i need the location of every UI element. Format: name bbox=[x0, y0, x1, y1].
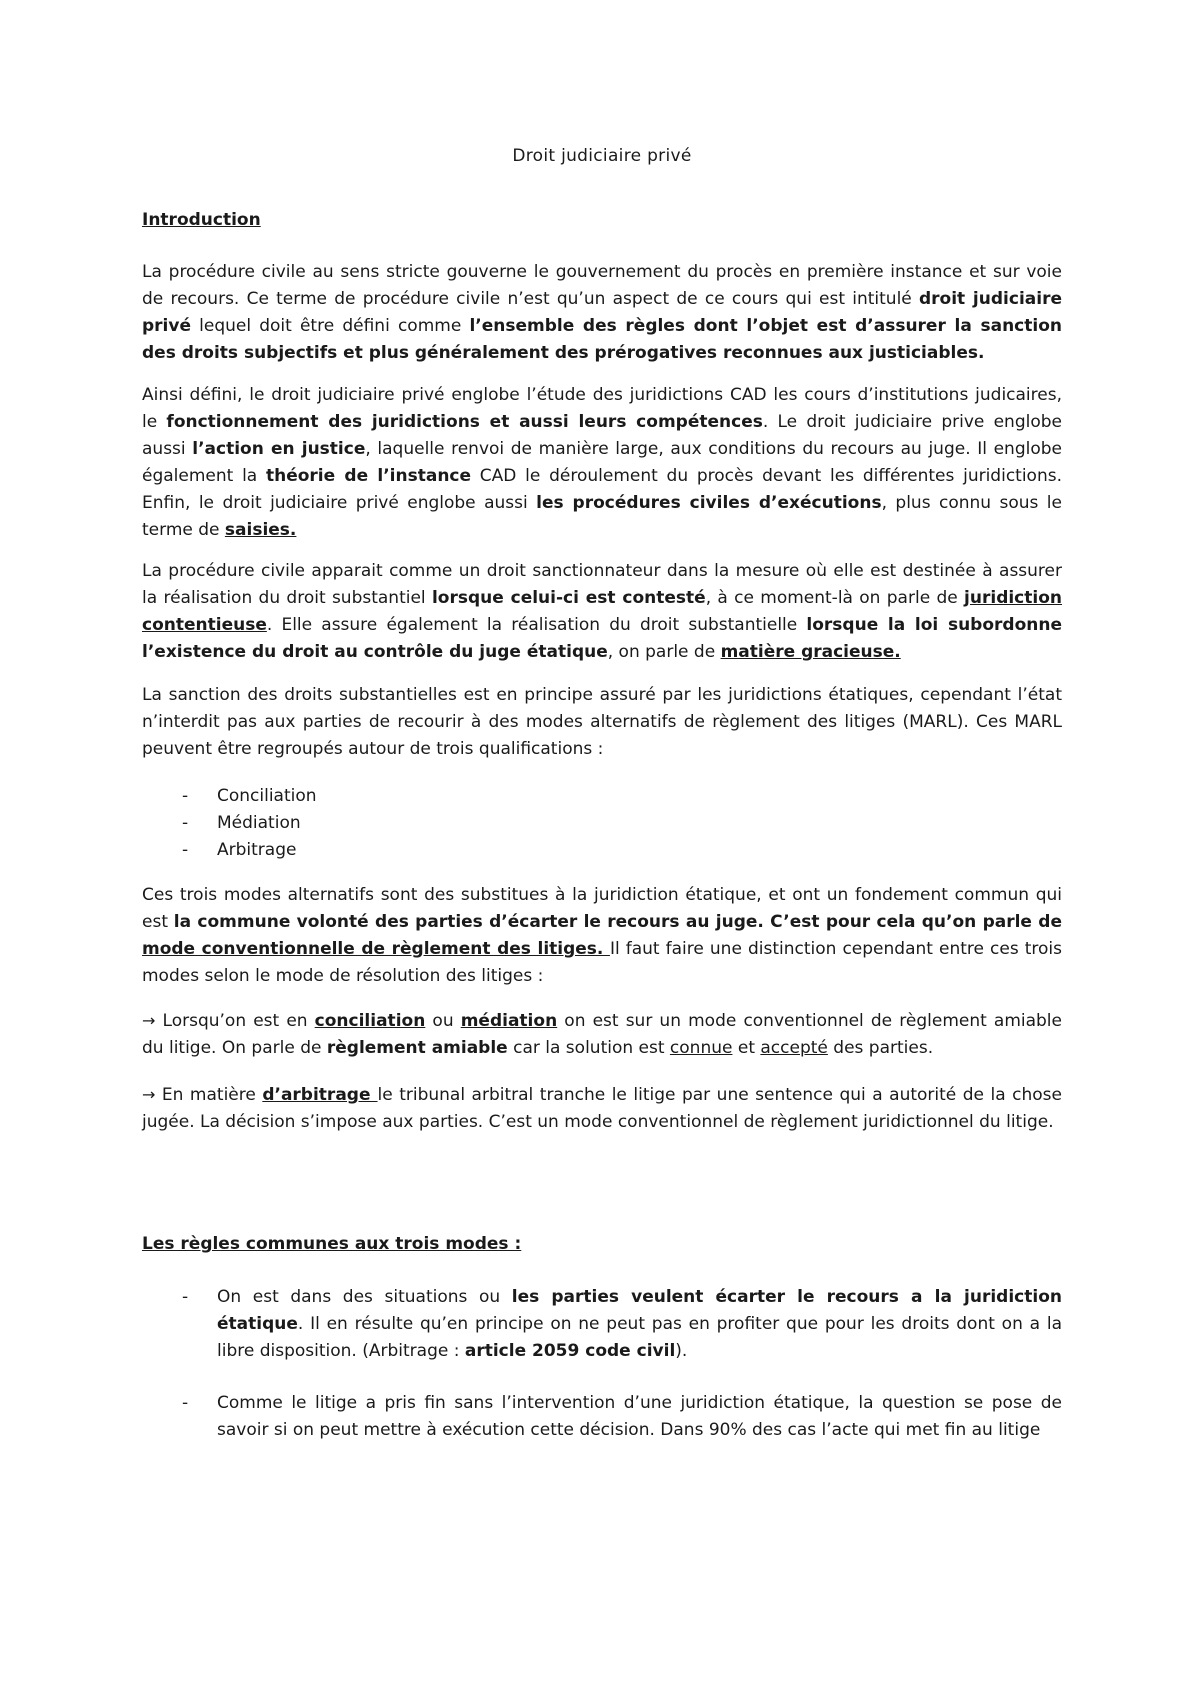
rules-list bbox=[142, 1284, 1062, 1444]
list-item: - On est dans des situations ou les parties veulent écarter le recours a la juridiction étatique. Il en résulte qu’en principe on ne peut pas en profiter que pour les droits dont on a la libre disposition. (Arbitrage : article 2059 code civil). bbox=[182, 1287, 1062, 1361]
paragraph-conciliation: → Lorsqu’on est en conciliation ou médiation on est sur un mode conventionnel de règlement amiable du litige. On parle de règlement amiable car la solution est connue et accepté des parties. bbox=[142, 1011, 1062, 1058]
list-item: - Médiation bbox=[182, 813, 301, 833]
list-item: - Comme le litige a pris fin sans l’intervention d’une juridiction étatique, la question se pose de savoir si on peut mettre à exécution cette décision. Dans 90% des cas l’acte qui met fin au litige bbox=[182, 1393, 1062, 1440]
paragraph-sanction: La procédure civile apparait comme un droit sanctionnateur dans la mesure où elle est destinée à assurer la réalisation du droit substantiel lorsque celui-ci est contesté, à ce moment-là on parle de juridiction contentieuse. Elle assure également la réalisation du droit substantielle lorsque la loi subordonne l’existence du droit au contrôle du juge étatique, on parle de matière gracieuse. bbox=[142, 561, 1062, 662]
document-title: Droit judiciaire privé bbox=[512, 146, 692, 166]
paragraph-substitutes: Ces trois modes alternatifs sont des substitues à la juridiction étatique, et ont un fondement commun qui est la commune volonté des parties d’écarter le recours au juge. C’est pour cela qu’on parle de mode conventionnelle de règlement des litiges. Il faut faire une distinction cependant entre ces trois modes selon le mode de résolution des litiges : bbox=[142, 885, 1062, 986]
arrow-icon: → bbox=[142, 1085, 156, 1104]
paragraph-arbitrage: → En matière d’arbitrage le tribunal arbitral tranche le litige par une sentence qui a autorité de la chose jugée. La décision s’impose aux parties. C’est un mode conventionnel de règlement juridictionnel du litige. bbox=[142, 1085, 1062, 1132]
list-item: - Conciliation bbox=[182, 786, 317, 806]
common-rules-heading: Les règles communes aux trois modes : bbox=[142, 1234, 522, 1254]
paragraph-definition: La procédure civile au sens stricte gouverne le gouvernement du procès en première instance et sur voie de recours. Ce terme de procédure civile n’est qu’un aspect de ce cours qui est intitulé droit judiciaire privé lequel doit être défini comme l’ensemble des règles dont l’objet est d’assurer la sanction des droits subjectifs et plus généralement des prérogatives reconnues aux justiciables. bbox=[142, 262, 1062, 363]
modes-list bbox=[142, 783, 1062, 864]
paragraph-scope: Ainsi défini, le droit judiciaire privé englobe l’étude des juridictions CAD les cours d’institutions judicaires, le fonctionnement des juridictions et aussi leurs compétences. Le droit judiciaire prive englobe aussi l’action en justice, laquelle renvoi de manière large, aux conditions du recours au juge. Il englobe également la théorie de l’instance CAD le déroulement du procès devant les différentes juridictions. Enfin, le droit judiciaire privé englobe aussi les procédures civiles d’exécutions, plus connu sous le terme de saisies. bbox=[142, 385, 1062, 540]
list-item: - Arbitrage bbox=[182, 840, 297, 860]
introduction-heading: Introduction bbox=[142, 210, 261, 230]
paragraph-marl: La sanction des droits substantielles est en principe assuré par les juridictions étatiques, cependant l’état n’interdit pas aux parties de recourir à des modes alternatifs de règlement des litiges (MARL). Ces MARL peuvent être regroupés autour de trois qualifications : bbox=[142, 685, 1062, 759]
arrow-icon: → bbox=[142, 1011, 156, 1030]
